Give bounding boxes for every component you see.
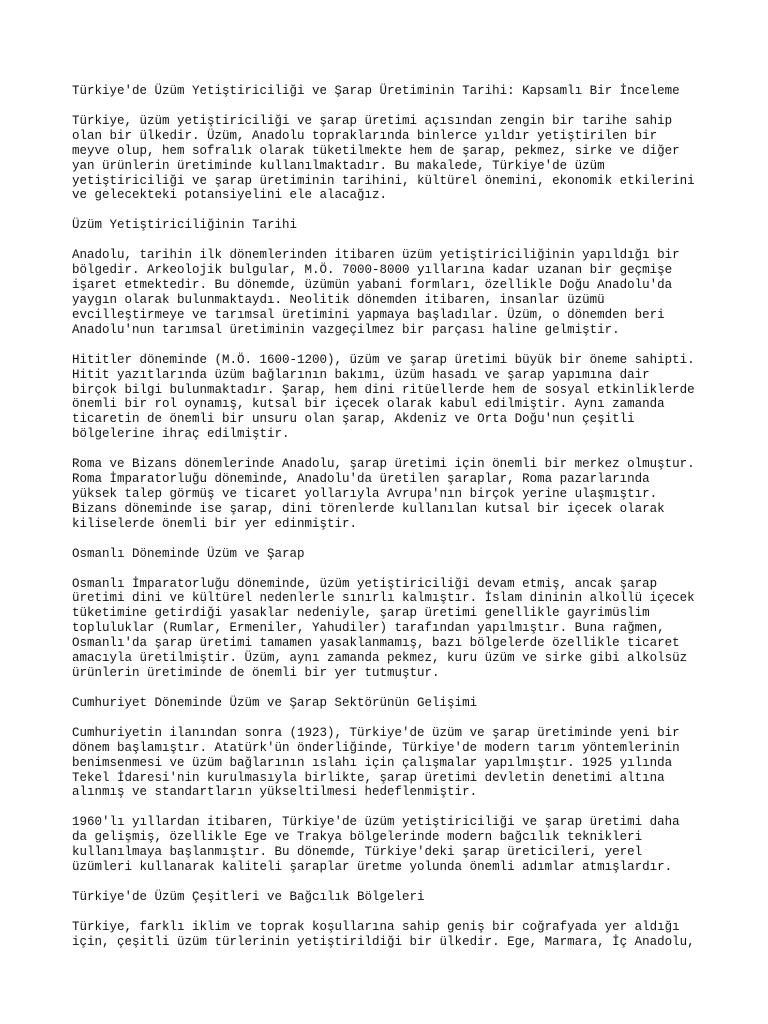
paragraph-republic: Cumhuriyetin ilanından sonra (1923), Türkiye'de üzüm ve şarap üretiminde yeni bir dönem başlamıştır. Atatürk'ün önderliğinde, Türkiye'de modern tarım yöntemlerinin benimsenmesi ve üzüm bağlarının ıslahı için çalışmalar yapılmıştır. 1925 yılında Tekel İdaresi'nin kurulmasıyla birlikte, şarap üretimi devletin denetimi altına alınmış ve standartların yükseltilmesi hedeflenmiştir. — [72, 725, 680, 800]
document-body — [72, 84, 712, 965]
intro-paragraph: Türkiye, üzüm yetiştiriciliği ve şarap üretimi açısından zengin bir tarihe sahip olan bir ülkedir. Üzüm, Anadolu topraklarında binlerce yıldır yetiştirilen bir meyve olup, hem sofralık olarak tüketilmekte hem de şarap, pekmez, sirke ve diğer yan ürünlerin üretiminde kullanılmaktadır. Bu makalede, Türkiye'de üzüm yetiştiriciliği ve şarap üretiminin tarihini, kültürel önemini, ekonomik etkilerini ve gelecekteki potansiyelini ele alacağız. — [72, 113, 695, 203]
paragraph-rome-byzantium: Roma ve Bizans dönemlerinde Anadolu, şarap üretimi için önemli bir merkez olmuştur. Roma İmparatorluğu döneminde, Anadolu'da üretilen şaraplar, Roma pazarlarında yüksek talep görmüş ve ticaret yollarıyla Avrupa'nın birçok yerine ulaşmıştır. Bizans döneminde ise şarap, dini törenlerde kullanılan kutsal bir içecek olarak kiliselerde önemli bir yer edinmiştir. — [72, 457, 695, 531]
section-heading-republic: Cumhuriyet Döneminde Üzüm ve Şarap Sektörünün Gelişimi — [72, 695, 478, 710]
paragraph-1960s: 1960'lı yıllardan itibaren, Türkiye'de üzüm yetiştiriciliği ve şarap üretimi daha da gelişmiş, özellikle Ege ve Trakya bölgelerinde modern bağcılık teknikleri kullanılmaya başlanmıştır. Bu dönemde, Türkiye'deki şarap üreticileri, yerel üzümleri kullanarak kaliteli şaraplar üretme yolunda önemli adımlar atmışlardır. — [72, 815, 680, 875]
paragraph-ottoman: Osmanlı İmparatorluğu döneminde, üzüm yetiştiriciliği devam etmiş, ancak şarap üretimi dini ve kültürel nedenlerle sınırlı kalmıştır. İslam dininin alkollü içecek tüketimine getirdiği yasaklar nedeniyle, şarap üretimi genellikle gayrimüslim topluluklar (Rumlar, Ermeniler, Yahudiler) tarafından yapılmıştır. Buna rağmen, Osmanlı'da şarap üretimi tamamen yasaklanmamış, bazı bölgelerde özellikle ticaret amacıyla üretilmiştir. Üzüm, aynı zamanda pekmez, kuru üzüm ve sirke gibi alkolsüz ürünlerin üretiminde de önemli bir yer tutmuştur. — [72, 576, 695, 680]
document-title: Türkiye'de Üzüm Yetiştiriciliği ve Şarap Üretiminin Tarihi: Kapsamlı Bir İnceleme — [72, 84, 680, 98]
section-heading-ottoman: Osmanlı Döneminde Üzüm ve Şarap — [72, 546, 305, 561]
paragraph-hittites: Hititler döneminde (M.Ö. 1600-1200), üzüm ve şarap üretimi büyük bir öneme sahipti. Hitit yazıtlarında üzüm bağlarının bakımı, üzüm hasadı ve şarap yapımına dair birçok bilgi bulunmaktadır. Şarap, hem dini ritüellerde hem de sosyal etkinliklerde önemli bir rol oynamış, kutsal bir içecek olarak kabul edilmiştir. Aynı zamanda ticaretin de önemli bir unsuru olan şarap, Akdeniz ve Orta Doğu'nun çeşitli bölgelerine ihraç edilmiştir. — [72, 352, 695, 442]
paragraph-varieties: Türkiye, farklı iklim ve toprak koşullarına sahip geniş bir coğrafyada yer aldığı için, çeşitli üzüm türlerinin yetiştirildiği bir ülkedir. Ege, Marmara, İç Anadolu, — [72, 919, 695, 949]
section-heading-history: Üzüm Yetiştiriciliğinin Tarihi — [72, 218, 298, 233]
section-heading-varieties: Türkiye'de Üzüm Çeşitleri ve Bağcılık Bölgeleri — [72, 889, 425, 904]
paragraph-anatolia: Anadolu, tarihin ilk dönemlerinden itibaren üzüm yetiştiriciliğinin yapıldığı bir bölgedir. Arkeolojik bulgular, M.Ö. 7000-8000 yıllarına kadar uzanan bir geçmişe işaret etmektedir. Bu dönemde, üzümün yabani formları, özellikle Doğu Anadolu'da yaygın olarak bulunmaktaydı. Neolitik dönemden itibaren, insanlar üzümü evcilleştirmeye ve tarımsal üretimini yapmaya başladılar. Üzüm, o dönemden beri Anadolu'nun tarımsal üretiminin vazgeçilmez bir parçası haline gelmiştir. — [72, 248, 680, 337]
